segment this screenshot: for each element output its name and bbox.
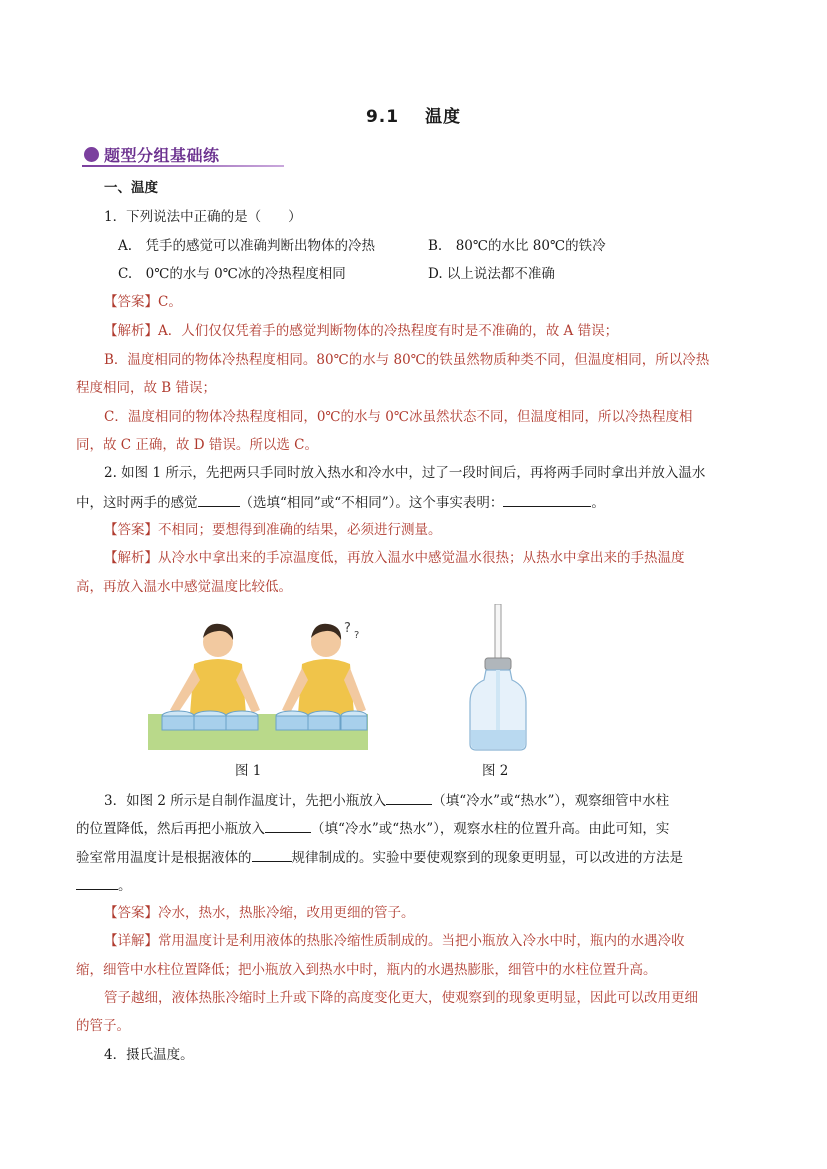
figure-2-bottle-thermometer xyxy=(468,604,528,752)
q3-detail-3: 管子越细，液体热胀冷缩时上升或下降的高度变化更大，使观察到的现象更明显，因此可以改用更细 xyxy=(104,990,698,1006)
figure-2-label: 图 2 xyxy=(482,763,509,779)
q1-option-d: D. 以上说法都不准确 xyxy=(428,266,555,282)
q1-answer: 【答案】C。 xyxy=(104,294,182,310)
q3-detail-1: 【详解】常用温度计是利用液体的热胀冷缩性质制成的。当把小瓶放入冷水中时，瓶内的水遇冷收 xyxy=(104,933,685,949)
q1-option-c: C. 0℃的水与 0℃冰的冷热程度相同 xyxy=(118,266,346,282)
q1-analysis-2b: 程度相同，故 B 错误； xyxy=(76,380,217,396)
page-title xyxy=(0,102,827,127)
figure-1-label: 图 1 xyxy=(235,763,262,779)
q3-line-1 xyxy=(104,790,669,811)
q3-line-2a: 的位置降低，然后再把小瓶放入 xyxy=(76,821,265,837)
q1-stem: 1．下列说法中正确的是（ ） xyxy=(104,209,302,225)
q1-analysis-3b: 同，故 C 正确，故 D 错误。所以选 C。 xyxy=(76,437,318,453)
answer-blank[interactable] xyxy=(76,875,118,890)
q3-line-1b: （填“冷水”或“热水”），观察细管中水柱 xyxy=(432,793,670,809)
figure-1-illustration xyxy=(148,618,368,750)
bottle-cap xyxy=(485,658,511,670)
q2-line-2 xyxy=(76,492,605,513)
answer-blank[interactable] xyxy=(198,492,240,507)
q2-analysis-2: 高，再放入温水中感觉温度比较低。 xyxy=(76,579,292,595)
section-banner xyxy=(82,143,284,167)
banner-underline xyxy=(82,165,284,167)
boy-left xyxy=(170,624,260,714)
answer-blank[interactable] xyxy=(252,847,292,862)
q3-detail-2: 缩，细管中水柱位置降低；把小瓶放入到热水中时，瓶内的水遇热膨胀，细管中的水柱位置升高。 xyxy=(76,962,657,978)
q1-option-a: A. 凭手的感觉可以准确判断出物体的冷热 xyxy=(118,238,376,254)
question-mark-icon: ? xyxy=(354,630,360,641)
q3-line-4 xyxy=(76,875,132,896)
section-heading: 一、温度 xyxy=(104,180,158,196)
q3-detail-4: 的管子。 xyxy=(76,1018,130,1034)
q1-analysis-1: 【解析】A．人们仅仅凭着手的感觉判断物体的冷热程度有时是不准确的，故 A 错误； xyxy=(104,323,619,339)
question-mark-icon: ? xyxy=(344,621,351,636)
q3-line-4-end: 。 xyxy=(118,878,132,894)
section-number: 9.1 xyxy=(365,107,400,127)
q3-line-3a: 验室常用温度计是根据液体的 xyxy=(76,850,252,866)
q2-line-2a: 中，这时两手的感觉 xyxy=(76,495,198,511)
q4-stem: 4．摄氏温度。 xyxy=(104,1047,194,1063)
q3-line-3 xyxy=(76,847,683,868)
q3-line-2b: （填“冷水”或“热水”），观察水柱的位置升高。由此可知，实 xyxy=(311,821,670,837)
q1-analysis-3a: C．温度相同的物体冷热程度相同，0℃的水与 0℃冰虽然状态不同，但温度相同，所以冷热程度相 xyxy=(104,409,693,425)
q2-line-1: 2. 如图 1 所示，先把两只手同时放入热水和冷水中，过了一段时间后，再将两手同时拿出并放入温水 xyxy=(104,465,706,481)
q1-option-b: B. 80℃的水比 80℃的铁冷 xyxy=(428,238,606,254)
bottle-water xyxy=(471,730,525,749)
bullet-icon xyxy=(84,147,99,162)
q2-analysis-1: 【解析】从冷水中拿出来的手凉温度低，再放入温水中感觉温水很热；从热水中拿出来的手热温度 xyxy=(104,550,685,566)
q3-line-2 xyxy=(76,818,669,839)
water-column xyxy=(496,670,500,730)
banner-label: 题型分组基础练 xyxy=(104,146,220,165)
q1-analysis-2a: B．温度相同的物体冷热程度相同。80℃的水与 80℃的铁虽然物质种类不同，但温度相同，所以冷热 xyxy=(104,352,710,368)
q2-line-2c: 。 xyxy=(591,495,605,511)
q2-answer: 【答案】不相同；要想得到准确的结果，必须进行测量。 xyxy=(104,522,442,538)
q2-line-2b: （选填“相同”或“不相同”）。这个事实表明： xyxy=(239,495,504,511)
answer-blank[interactable] xyxy=(386,790,432,805)
answer-blank[interactable] xyxy=(503,492,591,507)
q3-line-3b: 规律制成的。实验中要使观察到的现象更明显，可以改进的方法是 xyxy=(291,850,683,866)
q3-answer: 【答案】冷水，热水，热胀冷缩，改用更细的管子。 xyxy=(104,905,415,921)
q3-line-1a: 3．如图 2 所示是自制作温度计，先把小瓶放入 xyxy=(104,793,387,809)
title-text: 温度 xyxy=(425,107,462,127)
answer-blank[interactable] xyxy=(265,818,311,833)
